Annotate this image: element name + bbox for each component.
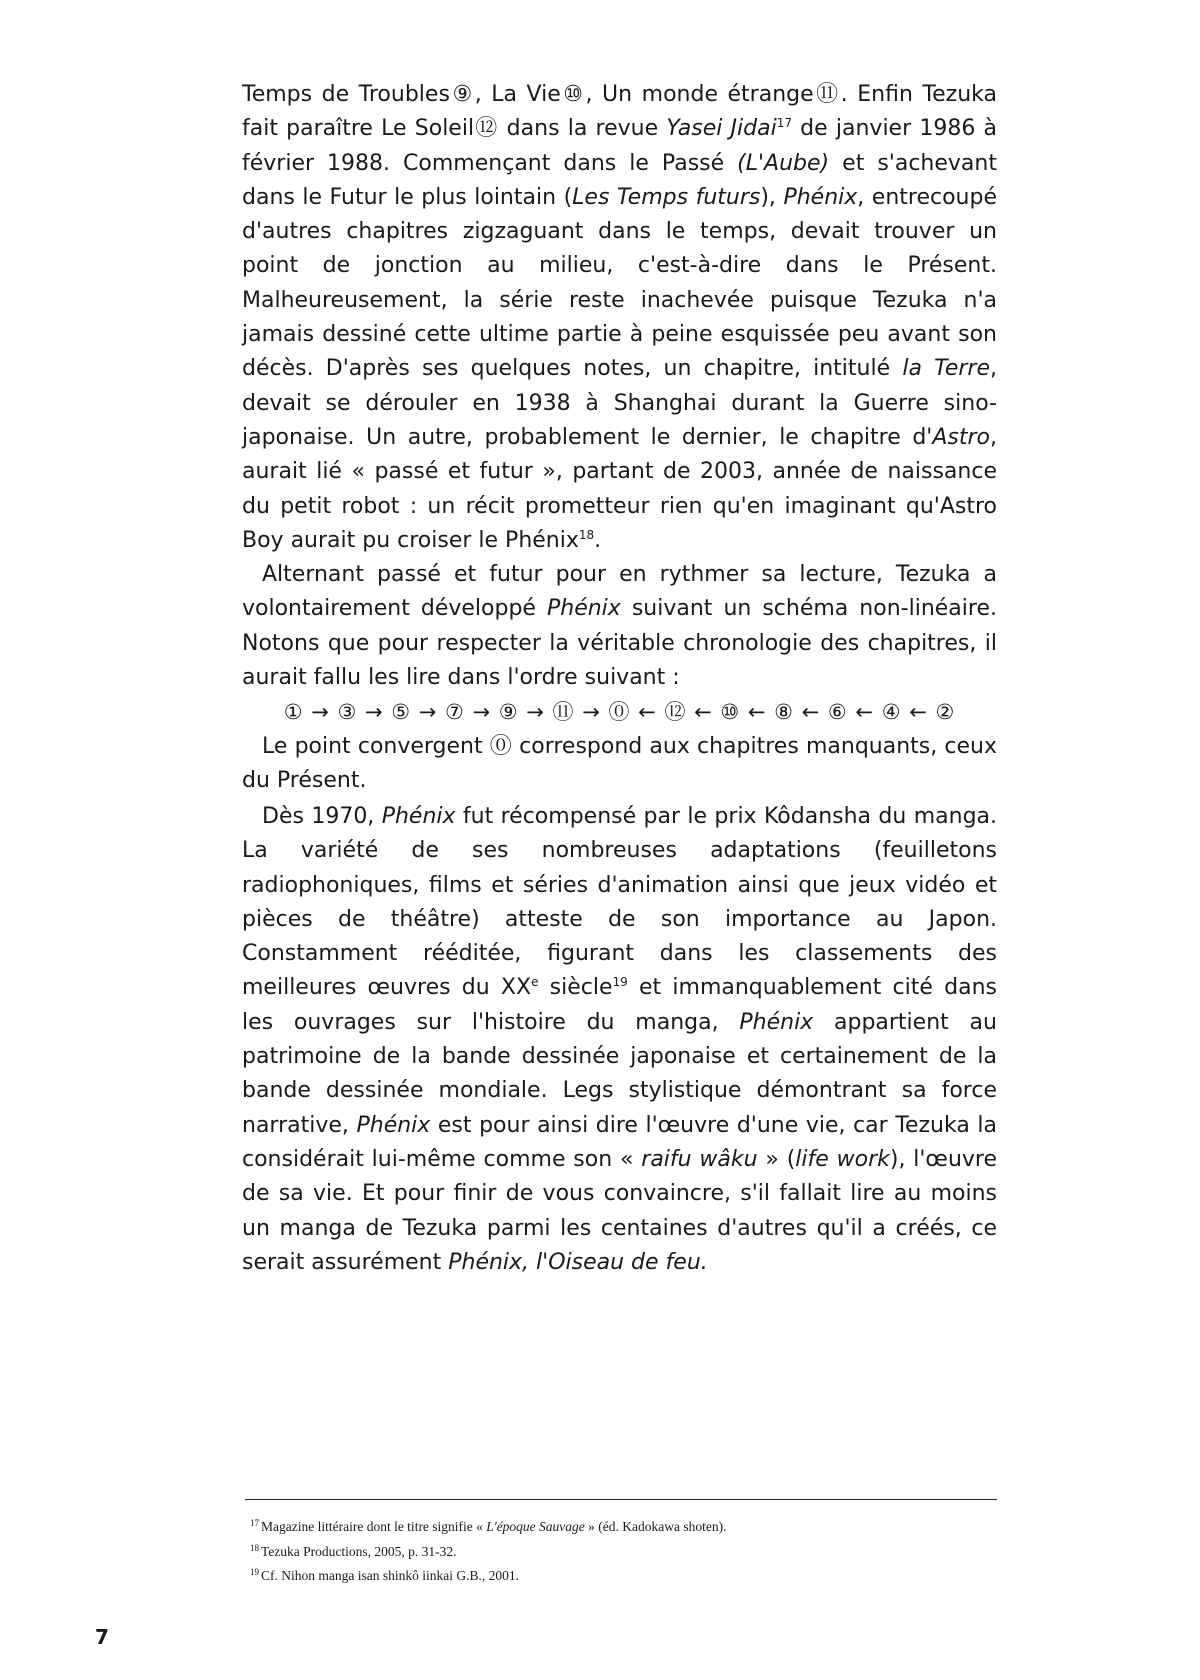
- body-text-top: [242, 78, 997, 798]
- footnote-separator: [245, 1499, 997, 1500]
- footnote-17: $^{17}$ Magazine littéraire dont le titre signifie « L'époque Sauvage » (éd. Kadokawa shoten).: [250, 1518, 727, 1534]
- chapter-order-sequence: ① → ③ → ⑤ → ⑦ → ⑨ → ⑪ → ⓪ ← ⑫ ← ⑩ ← ⑧ ← ⑥ ← ④ ← ②: [283, 700, 956, 725]
- body-text-bottom: [242, 800, 997, 1280]
- page-number: 7: [95, 1625, 109, 1649]
- footnotes: [250, 1515, 990, 1589]
- paragraph-convergent-point: Le point convergent ⓪ correspond aux chapitres manquants, ceux du Présent.: [242, 733, 997, 793]
- footnote-18: $^{18}$ Tezuka Productions, 2005, p. 31-32.: [250, 1542, 457, 1559]
- paragraph-recognition: Dès 1970, Phénix fut récompensé par le prix Kôdansha du manga. La variété de ses nombreuses adaptations (feuilletons radiophoniques, films et séries d'animation ainsi que jeux vidéo et pièces de théâtre) atteste de son importance au Japon. Constamment rééditée, figurant dans les classements des meilleures œuvres du XXe siècle$^{19}$ et immanquablement cité dans les ouvrages sur l'histoire du manga, Phénix appartient au patrimoine de la bande dessinée japonaise et certainement de la bande dessinée mondiale. Legs stylistique démontrant sa force narrative, Phénix est pour ainsi dire l'œuvre d'une vie, car Tezuka la considérait lui-même comme son « raifu wâku » (life work), l'œuvre de sa vie. Et pour finir de vous convaincre, s'il fallait lire au moins un manga de Tezuka parmi les centaines d'autres qu'il a créés, ce serait assurément Phénix, l'Oiseau de feu.: [242, 804, 998, 1275]
- paragraph-chapters-list: Temps de Troubles⑨, La Vie⑩, Un monde étrange⑪. Enfin Tezuka fait paraître Le Soleil⑫ dans la revue Yasei Jidai$^{17}$ de janvier 1986 à février 1988. Commençant dans le Passé (L'Aube) et s'achevant dans le Futur le plus lointain (Les Temps futurs), Phénix, entrecoupé d'autres chapitres zigzaguant dans le temps, devait trouver un point de jonction au milieu, c'est-à-dire dans le Présent. Malheureusement, la série reste inachevée puisque Tezuka n'a jamais dessiné cette ultime partie à peine esquissée peu avant son décès. D'après ses quelques notes, un chapitre, intitulé la Terre, devait se dérouler en 1938 à Shanghai durant la Guerre sino-japonaise. Un autre, probablement le dernier, le chapitre d'Astro, aurait lié « passé et futur », partant de 2003, année de naissance du petit robot : un récit prometteur rien qu'en imaginant qu'Astro Boy aurait pu croiser le Phénix$^{18}$.: [242, 82, 998, 553]
- paragraph-nonlinear-structure: Alternant passé et futur pour en rythmer sa lecture, Tezuka a volontairement développé Phénix suivant un schéma non-linéaire. Notons que pour respecter la véritable chronologie des chapitres, il aurait fallu les lire dans l'ordre suivant :: [242, 562, 997, 691]
- footnote-19: $^{19}$ Cf. Nihon manga isan shinkô iinkai G.B., 2001.: [250, 1567, 519, 1583]
